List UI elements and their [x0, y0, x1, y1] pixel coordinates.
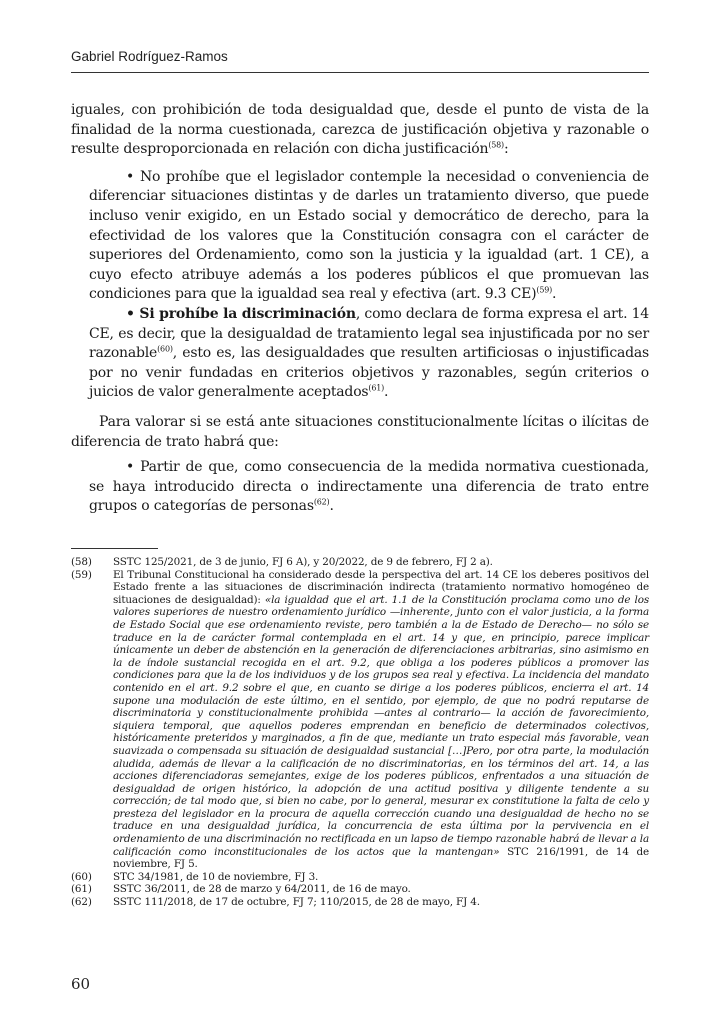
- footnote: [71, 556, 649, 569]
- footnote-ref: (62): [313, 497, 330, 507]
- page-number: 60: [71, 975, 91, 993]
- footnote-rule: [71, 548, 158, 549]
- footnote-quote: «la igualdad que el art. 1.1 de la Constitución proclama como uno de los valores superiores de nuestro ordenamiento jurídico —inherente, junto con el valor justicia, a la forma de Estado Social que ese ordenamiento reviste, pero también a la de Estado de Derecho— no sólo se traduce en la de carácter formal contemplada en el art. 14 y que, en principio, parece implicar únicamente un deber de abstención en la generación de diferenciaciones arbitrarias, sino asimismo en la de índole sustancial recogida en el art. 9.2, que obliga a los poderes públicos a promover las condiciones para que la de los individuos y de los grupos sea real y efectiva. La incidencia del mandato contenido en el art. 9.2 sobre el que, en cuanto se dirige a los poderes públicos, encierra el art. 14 supone una modulación de este último, en el sentido, por ejemplo, de que no podrá reputarse de discriminatoria y constitucionalmente prohibida —antes al contrario— la acción de favorecimiento, siquiera temporal, que aquellos poderes emprendan en beneficio de determinados colectivos, históricamente preteridos y marginados, a fin de que, mediante un trato especial más favorable, vean suavizada o compensada su situación de desigualdad sustancial […]Pero, por otra parte, la modulación aludida, además de llevar a la calificación de no discriminatorias, en los términos del art. 14, a las acciones diferenciadoras semejantes, exige de los poderes públicos, enfrentados a una situación de desigualdad de origen histórico, la adopción de una actitud positiva y diligente tendente a su corrección; de tal modo que, si bien no cabe, por lo general, mesurar ex constitutione la falta de celo y presteza del legislador en la procura de aquella corrección cuando una desigualdad de hecho no se traduce en una desigualdad jurídica, la concurrencia de esta última por la pervivencia en el ordenamiento de una discriminación no rectificada en un lapso de tiempo razonable habrá de llevar a la calificación como inconstitucionales de los actos que la mantengan»: [113, 593, 649, 858]
- footnote-text: SSTC 36/2011, de 28 de marzo y 64/2011, de 16 de mayo.: [113, 883, 411, 896]
- bold-phrase: • Si prohíbe la discriminación: [126, 305, 356, 322]
- footnote: [71, 896, 649, 909]
- footnote: [71, 569, 649, 871]
- bullet-text: • Partir de que, como consecuencia de la medida normativa cuestionada, se haya introducido directa o indirectamente una diferencia de trato entre grupos o categorías de personas: [89, 459, 649, 515]
- footnote-number: (58): [71, 556, 92, 568]
- footnote-ref: (58): [488, 140, 504, 150]
- main-text: [71, 101, 649, 517]
- paragraph-text: iguales, con prohibición de toda desigualdad que, desde el punto de vista de la finalidad de la norma cuestionada, carezca de justificación objetiva y razonable o resulte desproporcionada en relación con dicha justificación: [71, 102, 649, 158]
- bullet-text: , como declara de forma expresa el art. 14 CE, es decir, que la desigualdad de tratamiento legal sea injustificada por no ser razonable: [89, 305, 650, 362]
- footnote-number: (62): [71, 896, 92, 909]
- footnote-intro: El Tribunal Constitucional ha considerado desde la perspectiva del art. 14 CE los deberes positivos del Estado frente a las situaciones de discriminación indirecta (tratamiento normativo homogéneo de situaciones de desigualdad):: [113, 568, 649, 606]
- bullet-paragraph: [71, 458, 649, 517]
- footnote-number: (59): [71, 568, 92, 581]
- footnote-ref: (59): [536, 285, 553, 295]
- bullet-paragraph: [71, 305, 649, 403]
- footnote-number: (60): [71, 870, 92, 883]
- bullet-paragraph: [71, 168, 649, 305]
- footnote-number: (61): [71, 883, 92, 896]
- footnote-text: STC 34/1981, de 10 de noviembre, FJ 3.: [113, 870, 319, 883]
- bullet-text: • No prohíbe que el legislador contemple la necesidad o conveniencia de diferenciar situaciones distintas y de darles un tratamiento diverso, que puede incluso venir exigido, en un Estado social y democrático de derecho, para la efectividad de los valores que la Constitución consagra con el carácter de superiores del Ordenamiento, como son la justicia y la igualdad (art. 1 CE), a cuyo efecto atribuye además a los poderes públicos el que promuevan las condiciones para que la igualdad sea real y efectiva (art. 9.3 CE): [89, 168, 649, 303]
- footnote-ref: (61): [368, 383, 385, 393]
- footnote-text: SSTC 111/2018, de 17 de octubre, FJ 7; 110/2015, de 28 de mayo, FJ 4.: [113, 896, 480, 909]
- footnote: [71, 883, 649, 896]
- footnote-ref: (60): [157, 344, 173, 354]
- footnote-citation: STC 216/1991, de 14 de noviembre, FJ 5.: [113, 845, 649, 871]
- punctuation: .: [384, 384, 389, 401]
- footnote-text: [113, 569, 649, 871]
- footnote: [71, 871, 649, 884]
- header-rule: [71, 72, 649, 73]
- punctuation: .: [329, 498, 334, 515]
- paragraph: Para valorar si se está ante situaciones constitucionalmente lícitas o ilícitas de diferencia de trato habrá que:: [71, 413, 649, 450]
- paragraph: [71, 101, 649, 160]
- footnote-text: SSTC 125/2021, de 3 de junio, FJ 6 A), y 20/2022, de 9 de febrero, FJ 2 a).: [113, 556, 493, 568]
- running-header: Gabriel Rodríguez-Ramos: [71, 49, 228, 64]
- bullet-text: , esto es, las desigualdades que resulten artificiosas o injustificadas por no venir fundadas en criterios objetivos y razonables, según criterios o juicios de valor generalmente aceptados: [89, 345, 649, 401]
- punctuation: .: [552, 286, 557, 303]
- footnotes: [71, 556, 649, 909]
- punctuation: :: [503, 141, 509, 158]
